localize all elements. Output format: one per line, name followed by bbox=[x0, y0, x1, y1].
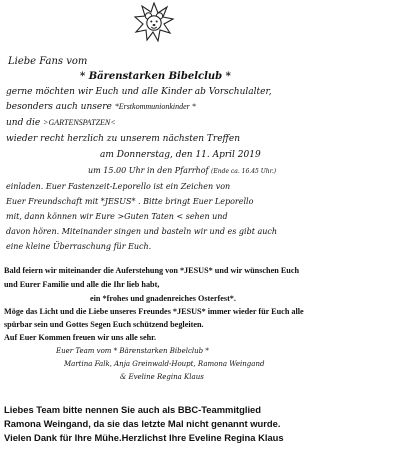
meeting-date: am Donnerstag, den 11. April 2019 bbox=[100, 150, 261, 160]
meeting-time-main: um 15.00 Uhr in den Pfarrhof bbox=[88, 166, 209, 175]
club-title: * Bärenstarken Bibelclub * bbox=[80, 71, 231, 82]
signature-names-2: & Eveline Regina Klaus bbox=[120, 373, 204, 381]
invitation-line-7: einladen. Euer Fastenzeit-Leporello ist ein Zeichen von bbox=[6, 182, 231, 191]
invitation-line-3 bbox=[6, 118, 116, 128]
easter-line-2: und Eurer Familie und alle die Ihr lieb habt, bbox=[4, 280, 160, 289]
footer-line-3: Vielen Dank für Ihre Mühe.Herzlichst Ihre Eveline Regina Klaus bbox=[4, 432, 284, 443]
erstkommunionkinder-label: *Erstkommunionkinder * bbox=[114, 102, 196, 111]
greeting: Liebe Fans vom bbox=[8, 56, 88, 67]
invitation-line-2-text: besonders auch unsere bbox=[6, 102, 115, 112]
teddy-bear-star-icon bbox=[134, 2, 174, 42]
easter-line-6: Auf Euer Kommen freuen wir uns alle sehr. bbox=[4, 333, 157, 342]
easter-line-4: Möge das Licht und die Liebe unseres Freundes *JESUS* immer wieder für Euch alle bbox=[4, 307, 304, 316]
footer-line-2: Ramona Weingand, da sie das letzte Mal nicht genannt wurde. bbox=[4, 418, 281, 429]
easter-line-5: spürbar sein und Gottes Segen Euch schützend begleiten. bbox=[4, 320, 204, 329]
invitation-line-9: mit, dann können wir Eure >Guten Taten < sehen und bbox=[6, 212, 228, 221]
invitation-line-11: eine kleine Überraschung für Euch. bbox=[6, 242, 152, 251]
gartenspatzen-label: >GARTENSPATZEN< bbox=[43, 118, 116, 127]
signature-names-1: Martina Falk, Anja Greinwald-Houpt, Ramona Weingand bbox=[64, 360, 265, 368]
invitation-line-8: Euer Freundschaft mit *JESUS* . Bitte bringt Euer Leporello bbox=[6, 197, 254, 206]
easter-line-1: Bald feiern wir miteinander die Auferstehung von *JESUS* und wir wünschen Euch bbox=[4, 266, 300, 275]
footer-line-1: Liebes Team bitte nennen Sie auch als BBC-Teammitglied bbox=[4, 404, 262, 415]
meeting-time bbox=[88, 166, 276, 175]
signature-team: Euer Team vom * Bärenstarken Bibelclub * bbox=[56, 347, 209, 355]
invitation-line-1: gerne möchten wir Euch und alle Kinder ab Vorschulalter, bbox=[6, 87, 272, 97]
invitation-line-2 bbox=[6, 102, 196, 112]
invitation-line-10: davon hören. Miteinander singen und basteln wir und es gibt auch bbox=[6, 227, 278, 236]
meeting-end-note: (Ende ca. 16.45 Uhr.) bbox=[211, 168, 277, 175]
easter-line-3: ein *frohes und gnadenreiches Osterfest*. bbox=[90, 294, 236, 303]
invitation-line-3-text: und die bbox=[6, 118, 44, 128]
invitation-line-4: wieder recht herzlich zu unserem nächsten Treffen bbox=[6, 134, 241, 144]
